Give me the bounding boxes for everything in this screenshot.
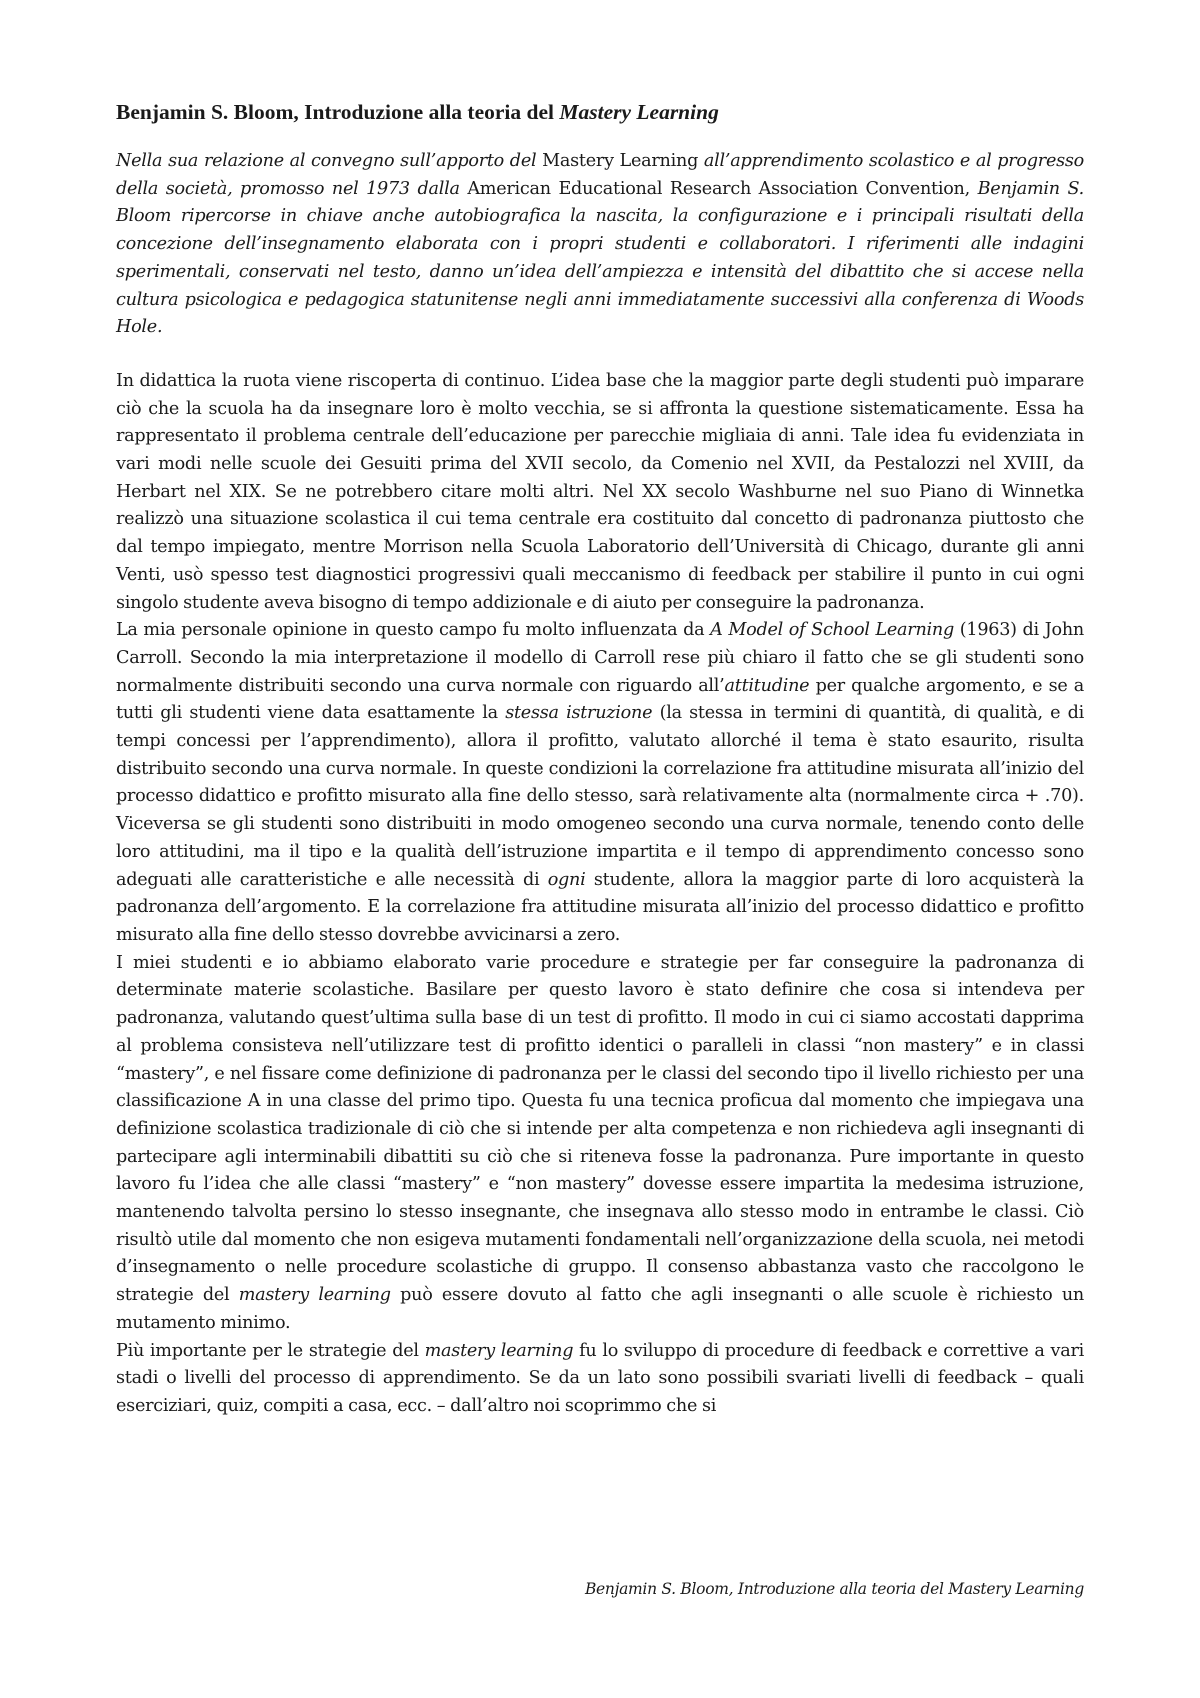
abstract-text: Nella sua relazione al convegno sull’apporto del	[116, 151, 543, 171]
abstract-text: all’apprendimento scolastico e al progresso della società, promosso nel 1973 dalla	[116, 151, 1085, 199]
paragraph-text: per qualche argomento, e se a tutti gli studenti viene data esattamente la	[116, 675, 1084, 724]
paragraph-text: studente, allora la maggior parte di loro acquisterà la padronanza dell’argomento. E la correlazione fra attitudine misurata all’inizio del processo didattico e profitto misurato alla fine dello stesso dovrebbe avvicinarsi a zero.	[116, 869, 1085, 945]
italic-term: stessa istruzione	[505, 703, 653, 724]
page-footer: Benjamin S. Bloom, Introduzione alla teoria del Mastery Learning	[584, 1580, 1084, 1598]
abstract-roman-term: American Educational Research Association Convention,	[467, 178, 970, 199]
abstract-paragraph	[116, 148, 1084, 342]
body-paragraph-2	[116, 617, 1084, 949]
body-paragraph-4	[116, 1338, 1084, 1421]
paragraph-text: Più importante per le strategie del	[116, 1340, 425, 1361]
document-title	[116, 98, 1084, 126]
title-italic: Mastery Learning	[559, 100, 719, 124]
body-paragraph-1: In didattica la ruota viene riscoperta di continuo. L’idea base che la maggior parte degli studenti può imparare ciò che la scuola ha da insegnare loro è molto vecchia, se si affronta la questione sistematicamente. Essa ha rappresentato il problema centrale dell’educazione per parecchie migliaia di anni. Tale idea fu evidenziata in vari modi nelle scuole dei Gesuiti prima del XVII secolo, da Comenio nel XVII, da Pestalozzi nel XVIII, da Herbart nel XIX. Se ne potrebbero citare molti altri. Nel XX secolo Washburne nel suo Piano di Winnetka realizzò una situazione scolastica il cui tema centrale era costituito dal concetto di padronanza piuttosto che dal tempo impiegato, mentre Morrison nella Scuola Laboratorio dell’Università di Chicago, durante gli anni Venti, usò spesso test diagnostici progressivi quali meccanismo di feedback per stabilire il punto in cui ogni singolo studente aveva bisogno di tempo addizionale e di aiuto per conseguire la padronanza.	[116, 370, 1084, 613]
abstract-text: Benjamin S. Bloom ripercorse in chiave anche autobiografica la nascita, la configurazione e i principali risultati della concezione dell’insegnamento elaborata con i propri studenti e collaboratori. I riferimenti alle indagini sperimentali, conservati nel testo, danno un’idea dell’ampiezza e intensità del dibattito che si accese nella cultura psicologica e pedagogica statunitense negli anni immediatamente successivi alla conferenza di Woods Hole.	[116, 178, 1085, 338]
italic-term: A Model of School Learning	[710, 620, 955, 641]
paragraph-text: La mia personale opinione in questo campo fu molto influenzata da	[116, 620, 711, 641]
paragraph-text: (la stessa in termini di quantità, di qualità, e di tempi concessi per l’apprendimento), allora il profitto, valutato allorché il tema è stato esaurito, risulta distribuito secondo una curva normale. In queste condizioni la correlazione fra attitudine misurata all’inizio del processo didattico e profitto misurato alla fine dello stesso, sarà relativamente alta (normalmente circa + .70). Viceversa se gli studenti sono distribuiti in modo omogeneo secondo una curva normale, tenendo conto delle loro attitudini, ma il tipo e la qualità dell’istruzione impartita e il tempo di apprendimento concesso sono adeguati alle caratteristiche e alle necessità di	[116, 703, 1084, 890]
body-paragraph-3	[116, 950, 1084, 1338]
paragraph-text: fu lo sviluppo di procedure di feedback e correttive a vari stadi o livelli del processo di apprendimento. Se da un lato sono possibili svariati livelli di feedback – quali eserciziari, quiz, compiti a casa, ecc. – dall’altro noi scoprimmo che si	[116, 1340, 1084, 1416]
italic-term: mastery learning	[238, 1285, 391, 1306]
paragraph-text: (1963) di John Carroll. Secondo la mia interpretazione il modello di Carroll rese più chiaro il fatto che se gli studenti sono normalmente distribuiti secondo una curva normale con riguardo all’	[116, 620, 1085, 696]
title-prefix: Benjamin S. Bloom, Introduzione alla teoria del	[116, 100, 560, 124]
italic-term: attitudine	[724, 675, 810, 696]
document-body	[116, 98, 1084, 1421]
abstract-roman-term: Mastery Learning	[542, 151, 699, 171]
paragraph-text: può essere dovuto al fatto che agli insegnanti o alle scuole è richiesto un mutamento minimo.	[116, 1285, 1084, 1333]
italic-term: ogni	[547, 869, 586, 890]
italic-term: mastery learning	[424, 1340, 574, 1361]
paragraph-text: I miei studenti e io abbiamo elaborato varie procedure e strategie per far conseguire la padronanza di determinate materie scolastiche. Basilare per questo lavoro è stato definire che cosa si intendeva per padronanza, valutando quest’ultima sulla base di un test di profitto. Il modo in cui ci siamo accostati dapprima al problema consisteva nell’utilizzare test di profitto identici o paralleli in classi “non mastery” e in classi “mastery”, e nel fissare come definizione di padronanza per le classi del secondo tipo il livello richiesto per una classificazione A in una classe del primo tipo. Questa fu una tecnica proficua dal momento che impiegava una definizione scolastica tradizionale di ciò che si intende per alta competenza e non richiedeva agli insegnanti di partecipare agli interminabili dibattiti su ciò che si riteneva fosse la padronanza. Pure importante in questo lavoro fu l’idea che alle classi “mastery” e “non mastery” dovesse essere impartita la medesima istruzione, mantenendo talvolta persino lo stesso insegnante, che insegnava allo stesso modo in entrambe le classi. Ciò risultò utile dal momento che non esigeva mutamenti fondamentali nell’organizzazione della scuola, nei metodi d’insegnamento o nelle procedure scolastiche di gruppo. Il consenso abbastanza vasto che raccolgono le strategie del	[116, 952, 1084, 1306]
